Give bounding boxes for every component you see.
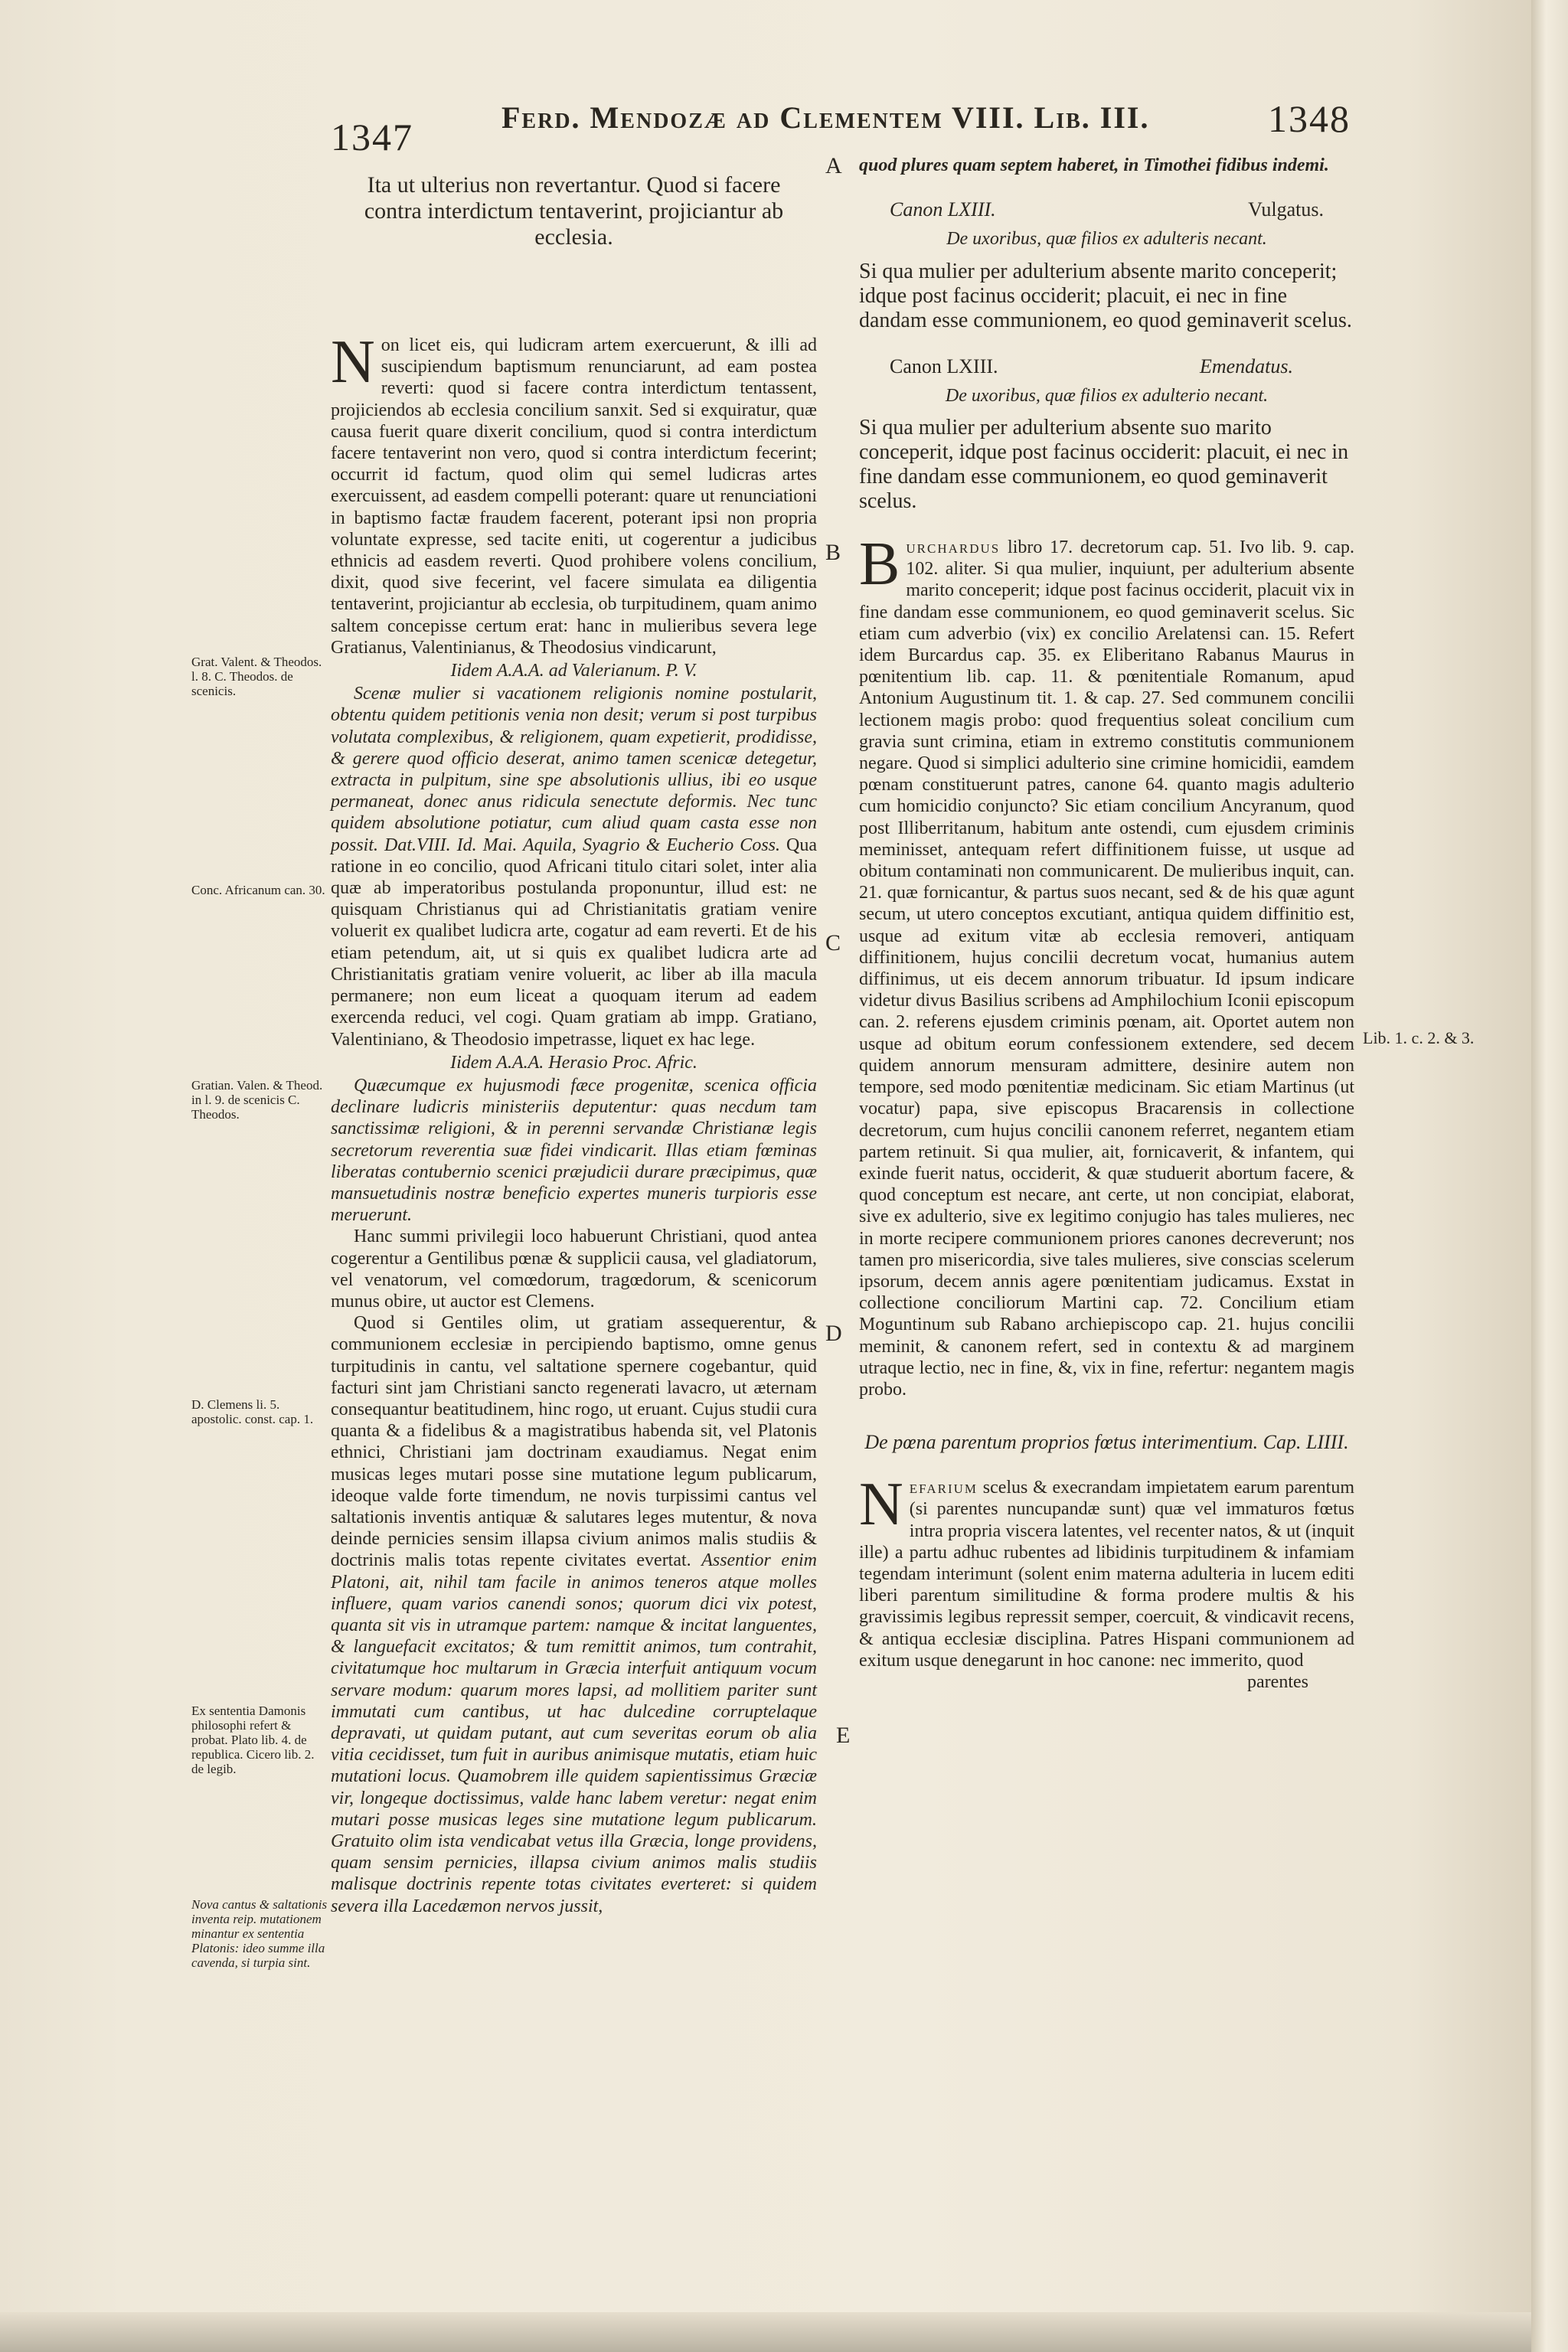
running-header — [0, 92, 1531, 161]
page-bottom-edge — [0, 2312, 1531, 2352]
right-intro: quod plures quam septem haberet, in Timothei fidibus indemi. — [859, 155, 1329, 175]
left-column — [331, 172, 817, 1917]
margin-note: Nova cantus & saltationis inventa reip. mutationem minantur ex sententia Platonis: ideo summe illa cavenda, si turpia sint. — [191, 1897, 328, 1970]
section-letter: A — [825, 153, 842, 178]
chapter-heading: De pœna parentum proprios fœtus interimentium. Cap. LIIII. — [864, 1431, 1349, 1454]
canon-1-tag: Vulgatus. — [1248, 198, 1324, 221]
running-title: Ferd. Mendozæ ad Clementem VIII. Lib. III. — [501, 100, 1150, 135]
section-letter: B — [825, 540, 841, 565]
canon-2-tag: Emendatus. — [1199, 354, 1293, 377]
canon-1-text: Si qua mulier per adulterium absente marito conceperit; idque post facinus occiderit; placuit, ei nec in fine dandam esse communionem, eo quod geminaverit scelus. — [859, 259, 1352, 332]
right-paragraph-1: Burchardus libro 17. decretorum cap. 51. Ivo lib. 9. cap. 102. aliter. Si qua mulier, inquiunt, per adulterium absente marito conceperit; idque post facinus occiderit, placuit vix in fine dandam esse communionem, eo quod geminaverit scelus. Sic etiam cum adverbio (vix) ex concilio Arelatensi can. 15. Refert idem Burcardus cap. 35. ex Eliberitano Rabanus Maurus in pœnitentium lib. cap. 11. & pœnitentiale Romanum, apud Antonium Augustinum tit. 1. & cap. 27. Sed communem concilii lectionem magis probo: quod frequentius soleat concilium cum gravia sunt crimina, etiam in extremo constitutis communionem negare. Quod si simplici adulterio sine crimine homicidii, eamdem pœnam constituerunt patres, canone 64. quanto magis adulterio cum homicidio conjuncto? Sic etiam concilium Ancyranum, quod post Illiberritanum, habitum ante ostendi, cum ejusdem criminis meminisset, antequam refert diffinitionem fuisse, ut usque ad obitum contaminati non communicarent. De mulieribus inquit, can. 21. quæ fornicantur, & partus suos necant, sed & de his quæ agunt secum, ut utero conceptos excutiant, antiqua quidem diffinitio est, usque ad exitum vitæ ab ecclesia removeri, antiquam diffinitionem, hujus concilii decretum vocat, humanius autem diffinimus, ut eis decem annorum tribuatur. Id ipsum indicare videtur divus Basilius scribens ad Amphilochium Iconii episcopum can. 2. referens ejusdem criminis pœnam, ait. Oportet autem non usque ad obitum eorum confessionem extendere, sed decem quidem annorum mensuram admittere, desinire autem non tempore, sed modo pœnitentiæ medicinam. Sic etiam Martinus (ut vocatur) papa, sive episcopus Bracarensis in collectione decretorum, cum hujus concilii canonem referret, negantem etiam partem retinuit. Si qua mulier, ait, fornicaverit, & infantem, qui exinde fuerit natus, occiderit, & quæ studuerit abortum facere, & quod conceptum est necare, ant certe, ut non concipiat, elaborat, sive ex adulterio, sive ex legitimo conjugio has tales mulieres, nec in morte recipere communionem priores canones decreverunt; nos tamen pro misericordia, sive tales mulieres, sive conscias scelerum ipsorum, decem annis agere pœnitentiam judicamus. Exstat in collectione conciliorum Martini cap. 72. Concilium etiam Moguntinum sub Rabano archiepiscopo cap. 21. hujus concilii meminit, & canonem refert, sed in contextu & ad marginem utraque lectio, nec in fine, &, vix in fine, refertur: negantem magis probo. — [859, 531, 1355, 1400]
left-heading: Ita ut ulterius non revertantur. Quod si facere contra interdictum tentaverint, projiciantur ab ecclesia. — [364, 172, 784, 250]
canon-1-heading — [859, 199, 1354, 220]
left-quote-2: Quæcumque ex hujusmodi fæce progenitæ, scenica officia declinare ludicris ministeriis deputentur: quas necdum tam sanctissimæ religioni, & in perenni servandæ Christianæ legis secretorum reverentia suæ fidei vindicarit. Illas etiam fœminas liberatas contubernio scenici præjudicii durare præcipimus, quæ mansuetudinis nostræ beneficio expertes muneris turpioris esse meruerunt. — [331, 1075, 817, 1226]
left-caption-2: Iidem A.A.A. Herasio Proc. Afric. — [450, 1052, 697, 1073]
section-letter: C — [825, 930, 841, 956]
section-letter: E — [836, 1723, 851, 1748]
canon-1-title: Canon LXIII. — [890, 198, 996, 221]
left-paragraph-1: Non licet eis, qui ludicram artem exercuerunt, & illi ad suscipiendum baptismum renunciarunt, ad eam postea reverti: quod si facere contra interdictum tentassent, projiciendos ab ecclesia concilium sanxit. Sed si exquiratur, quæ causa fuerit quare dixerit concilium, quod si contra interdictum facere tentaverint non vero, quod si contra interdictum fecerint; occurrit id factum, quod olim qui semel ludicras artes exercuissent, ad easdem compelli poterant: quare ut renunciationi in baptismo factæ fraudem facerent, poterant ipsi non propria voluntate expresse, sed tacite eniti, ut cogerentur a judicibus ethnicis ad easdem reverti. Quod prohibere volens concilium, dixit, quod sive fecerint, vel facere simulata ea diligentia tentaverint, projiciantur ab ecclesia, ob turpitudinem, quam animo saltem concepisse certum erat: hanc in mulieribus severa lege Gratianus, Valentinianus, & Theodosius vindicarunt, — [331, 328, 817, 658]
drop-cap: N — [859, 1471, 903, 1539]
section-letter: D — [825, 1321, 842, 1346]
left-quote-1: Scenæ mulier si vacationem religionis nomine postularit, obtentu quidem petitionis venia non desit; verum si post turpibus volutata complexibus, & religionem, quam expetierit, prodidisse, & gerere quod officio deserat, animo tamen scenicæ detegetur, extracta in pulpitum, sine spe absolutionis ullius, ibi eo usque permaneat, donec anus ridicula senectute deformis. Nec tunc quidem absolutione potiatur, cum aliud quam casta esse non possit. Dat.VIII. Id. Mai. Aquila, Syagrio & Eucherio Coss. Qua ratione in eo concilio, quod Africani titulo citari solet, inter alia quæ ab imperatoribus postulanda proponuntur, illud est: ne quisquam Christianus qui ad Christianitatis gratiam venire voluerit ex qualibet ludicra arte, cogatur ad eam reverti. Et de his etiam petendum, ait, ut si quis ex qualibet ludicra arte ad Christianitatis gratiam venire voluerit, ac liber ab illa macula permanere; non eum liceat a quoquam iterum ad eadem exercenda reduci, vel cogi. Quam gratiam ab impp. Gratiano, Valentiniano, & Theodosio impetrasse, liquet ex hac lege. — [331, 684, 818, 1050]
left-paragraph-4: Quod si Gentiles olim, ut gratiam assequerentur, & communionem ecclesiæ in percipiendo baptismo, omne genus turpitudinis in cantu, vel saltatione spernere cogebantur, quid facturi sint jam Christiani sancto regenerati lavacro, ut æternam consequantur beatitudinem, hinc rogo, ut eruant. Cujus studii cura quanta & a fidelibus & a magistratibus habenda sit, vel Platonis ethnici, Christiani jam doctrinam exaudiamus. Negat enim musicas leges mutari posse sine mutatione legum publicarum, ideoque valde forte timendum, ne novis turpissimi cantus vel saltationis inventis antiquæ & salutares leges mutentur, & nova deinde pernicies sensim illapsa civium animos malis studiis & doctrinis malis totas repente civitates evertat. Assentior enim Platoni, ait, nihil tam facile in animos teneros atque molles influere, quam varios canendi sonos; quorum dici vix potest, quanta sit vis in utramque partem: namque & incitat languentes, & languefacit excitatos; & tum remittit animos, tum contrahit, civitatumque hoc multarum in Græcia interfuit antiquum vocum servare modum: quarum mores lapsi, ad mollitiem pariter sunt immutati cum cantibus, ut hac dulcedine corruptelaque depravati, ut quidam putant, aut cum severitas eorum ob alia vitia cecidisset, tum fuit in auribus animisque mutatis, etiam huic mutationi locus. Quamobrem ille quidem sapientissimus Græciæ vir, longeque doctissimus, valde hanc labem veretur: negat enim mutari posse musicas leges sine mutatione legum publicarum. Gratuito olim ista vendicabat vetus illa Græcia, longe providens, quam sensim pernicies, illapsa civium animos malis studiis malisque doctrinis repente totas civitates everteret: si quidem severa illa Lacedæmon nervos jussit, — [331, 1313, 818, 1916]
canon-1-caption: De uxoribus, quæ filios ex adulteris necant. — [946, 229, 1267, 250]
canon-2-text: Si qua mulier per adulterium absente suo marito conceperit, idque post facinus occiderit: placuit, ei nec in fine dandam esse communionem, eo quod geminaverit scelus. — [859, 416, 1349, 514]
margin-note: Ex sententia Damonis philosophi refert & probat. Plato lib. 4. de republica. Cicero lib. 2. de legib. — [191, 1704, 315, 1776]
left-paragraph-3: Hanc summi privilegii loco habuerunt Christiani, quod antea cogerentur a Gentilibus pœnæ & supplicii causa, vel gladiatorum, vel venatorum, vel comœdorum, tragœdorum, & scenicorum munus obire, ut auctor est Clemens. — [331, 1227, 817, 1312]
margin-note: Conc. Africanum can. 30. — [191, 883, 325, 897]
canon-2-heading — [859, 356, 1354, 377]
drop-cap: B — [859, 531, 900, 599]
book-gutter — [1531, 0, 1568, 2352]
margin-note: Grat. Valent. & Theodos. l. 8. C. Theodos. de scenicis. — [191, 655, 322, 698]
drop-cap: N — [331, 328, 375, 396]
margin-note: D. Clemens li. 5. apostolic. const. cap. 1. — [191, 1397, 314, 1426]
catchword: parentes — [1247, 1671, 1308, 1692]
canon-2-caption: De uxoribus, quæ filios ex adulterio necant. — [945, 385, 1269, 406]
canon-2-title: Canon LXIII. — [890, 354, 998, 377]
right-margin-ref: Lib. 1. c. 2. & 3. — [1363, 1028, 1475, 1047]
margin-note: Gratian. Valen. & Theod. in l. 9. de scenicis C. Theodos. — [191, 1078, 323, 1122]
page-number-left: 1347 — [331, 116, 413, 158]
left-caption-1: Iidem A.A.A. ad Valerianum. P. V. — [450, 661, 697, 681]
right-paragraph-2: Nefarium scelus & execrandam impietatem earum parentum (si parentes nuncupandæ sunt) quæ vel immaturos fœtus intra propria viscera latentes, vel recenter natos, & ut (inquit ille) a partu adhuc rubentes ad libidinis turpitudinem & infamiam tegendam interimunt (solent enim materna adulteria in lucem editi liberi parentum similitudine & forma prodere multis & his gravissimis legibus repressit semper, coercuit, & vindicavit recens, & antiqua ecclesiæ disciplina. Patres Hispani communionem ad exitum usque denegarunt in hoc canone: nec immerito, quod — [859, 1471, 1355, 1671]
right-column — [859, 153, 1354, 1693]
page-number-right: 1348 — [1268, 97, 1351, 140]
